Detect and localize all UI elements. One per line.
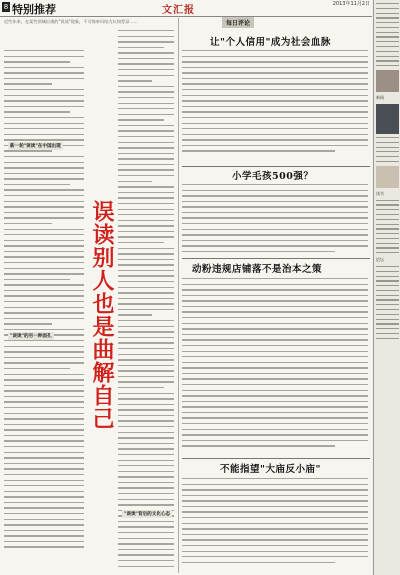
strip-photo-1 (376, 70, 399, 92)
article-subhead-2: "误读"的另一种面孔 (10, 334, 52, 339)
newspaper-masthead: 文汇报 (162, 5, 195, 16)
article-column-2 (118, 30, 174, 570)
article-subhead-1: 新一轮"误读"在中国出现 (10, 144, 61, 149)
page-header (0, 0, 372, 17)
issue-date: 2013年11月2日 (332, 1, 370, 7)
strip-photo-3 (376, 166, 399, 188)
pupils-article-body (182, 184, 368, 258)
divider-2 (182, 258, 370, 259)
section-title: 特别推荐 (12, 3, 56, 16)
main-article-title: 误读别人也是曲解自己 (89, 200, 115, 430)
headline-pupils: 小学毛孩500强？ (232, 171, 314, 182)
headline-temple: 不能指望"大庙反小庙" (220, 464, 321, 475)
article-column-1 (4, 50, 84, 570)
strip-label-3: 论坛 (376, 257, 384, 262)
article-subhead-3: "误读"背后的文化心态 (124, 512, 171, 517)
temple-article-body (182, 478, 368, 573)
page-number: 8 (3, 3, 9, 11)
headline-credit: 让"个人信用"成为社会血脉 (210, 37, 331, 48)
strip-label-2: 读书 (376, 190, 384, 196)
strip-photo-2 (376, 104, 399, 134)
strip-label-1: 新闻 (376, 94, 384, 100)
article-intro: 近些年来，在某些领域出现的"误读"现象，不可简单归结为认知差异…… (4, 19, 138, 24)
column-divider (178, 18, 179, 573)
section-tag: 每日评论 (222, 17, 254, 28)
divider-1 (182, 166, 370, 167)
adjacent-page-strip (373, 0, 400, 575)
credit-article-body (182, 50, 368, 162)
shops-article-body (182, 278, 368, 456)
divider-3 (182, 458, 370, 459)
headline-shops: 动粉违规店铺落不是治本之策 (192, 264, 323, 275)
